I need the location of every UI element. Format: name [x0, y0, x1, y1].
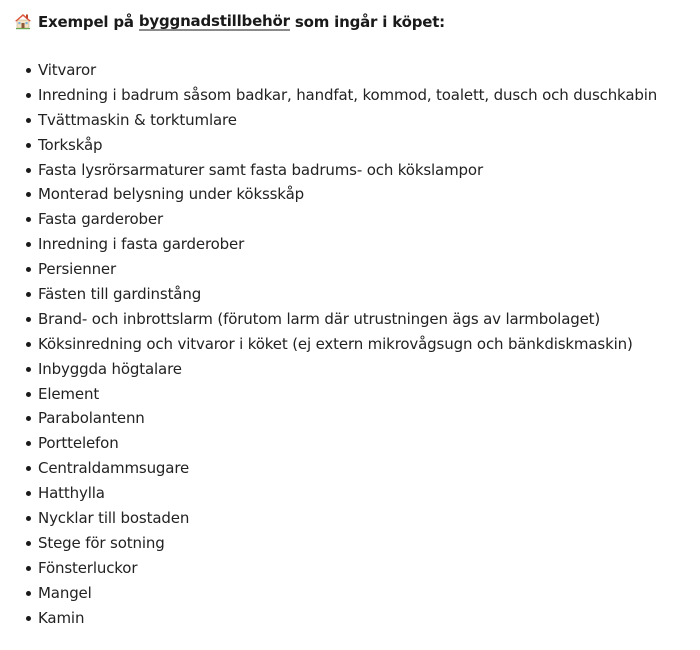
- list-item: Inredning i fasta garderober: [14, 232, 686, 257]
- bullet-icon: [26, 267, 31, 272]
- list-item: Nycklar till bostaden: [14, 506, 686, 531]
- bullet-icon: [26, 516, 31, 521]
- list-item: Element: [14, 382, 686, 407]
- list-item: Vitvaror: [14, 58, 686, 83]
- list-item: Inbyggda högtalare: [14, 357, 686, 382]
- bullet-icon: [26, 616, 31, 621]
- bullet-icon: [26, 466, 31, 471]
- bullet-icon: [26, 68, 31, 73]
- list-item: Brand- och inbrottslarm (förutom larm där utrustningen ägs av larmbolaget): [14, 307, 686, 332]
- bullet-icon: [26, 591, 31, 596]
- list-item: Fasta garderober: [14, 207, 686, 232]
- list-item: Centraldammsugare: [14, 456, 686, 481]
- bullet-icon: [26, 392, 31, 397]
- list-item: Kamin: [14, 606, 686, 631]
- list-item: Monterad belysning under köksskåp: [14, 182, 686, 207]
- list-item: Fönsterluckor: [14, 556, 686, 581]
- list-item: Stege för sotning: [14, 531, 686, 556]
- bullet-icon: [26, 367, 31, 372]
- bullet-icon: [26, 93, 31, 98]
- bullet-icon: [26, 192, 31, 197]
- heading-suffix: som ingår i köpet:: [294, 13, 445, 31]
- list-item: Köksinredning och vitvaror i köket (ej extern mikrovågsugn och bänkdiskmaskin): [14, 332, 686, 357]
- byggnadstillbehor-link[interactable]: byggnadstillbehör: [138, 12, 290, 30]
- list-item: Inredning i badrum såsom badkar, handfat, kommod, toalett, dusch och duschkabin: [14, 83, 686, 108]
- bullet-icon: [26, 342, 31, 347]
- bullet-icon: [26, 242, 31, 247]
- list-item: Mangel: [14, 581, 686, 606]
- list-item: Fasta lysrörsarmaturer samt fasta badrums- och kökslampor: [14, 158, 686, 183]
- accessories-list: [14, 58, 686, 630]
- bullet-icon: [26, 491, 31, 496]
- list-item: Porttelefon: [14, 431, 686, 456]
- list-item: Fästen till gardinstång: [14, 282, 686, 307]
- bullet-icon: [26, 143, 31, 148]
- house-icon: [14, 12, 32, 30]
- list-item: Persienner: [14, 257, 686, 282]
- bullet-icon: [26, 118, 31, 123]
- bullet-icon: [26, 168, 31, 173]
- list-item: Parabolantenn: [14, 406, 686, 431]
- section-heading: [14, 10, 686, 34]
- bullet-icon: [26, 541, 31, 546]
- bullet-icon: [26, 566, 31, 571]
- list-item: Torkskåp: [14, 133, 686, 158]
- bullet-icon: [26, 317, 31, 322]
- bullet-icon: [26, 292, 31, 297]
- bullet-icon: [26, 416, 31, 421]
- heading-prefix: Exempel på: [38, 13, 134, 31]
- bullet-icon: [26, 441, 31, 446]
- list-item: Tvättmaskin & torktumlare: [14, 108, 686, 133]
- bullet-icon: [26, 217, 31, 222]
- list-item: Hatthylla: [14, 481, 686, 506]
